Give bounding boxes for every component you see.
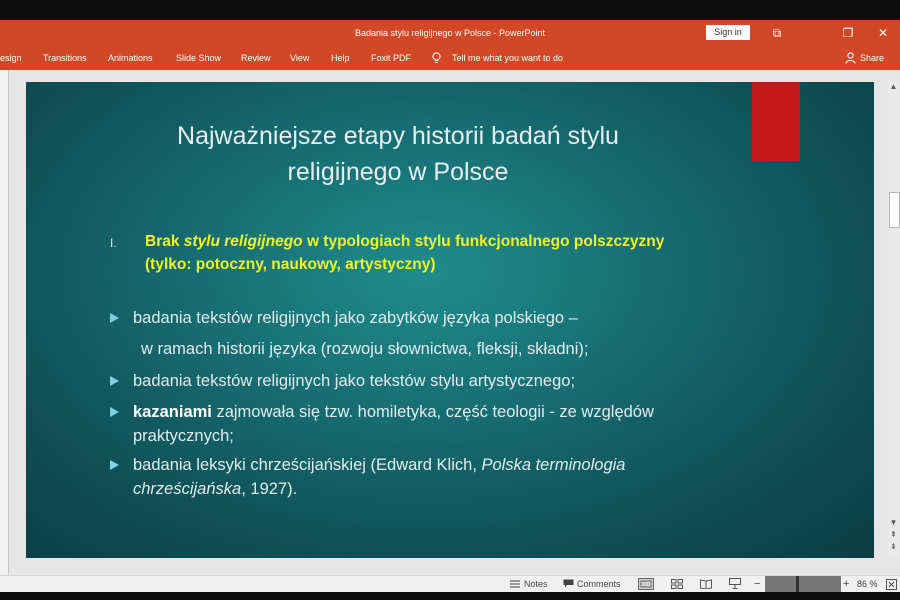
bullet-item[interactable]: badania tekstów religijnych jako tekstów stylu artystycznego; — [133, 372, 576, 390]
title-bar — [0, 20, 900, 46]
tell-me-text: Tell me what you want to do — [452, 53, 564, 63]
slide-title[interactable] — [26, 118, 770, 190]
window-title: Badania stylu religijnego w Polsce - PowerPoint — [354, 28, 546, 38]
bullet-arrow-icon — [110, 407, 119, 417]
slide-title-line-2: religijnego w Polsce — [287, 158, 509, 186]
zoom-slider[interactable] — [765, 576, 841, 592]
bullet-item[interactable] — [133, 400, 693, 448]
bullet-item[interactable]: badania tekstów religijnych jako zabytków języka polskiego – — [133, 309, 578, 327]
zoom-out-icon[interactable]: − — [754, 578, 761, 590]
bullet-arrow-icon — [110, 376, 119, 386]
tab-foxit-pdf[interactable]: Foxit PDF — [371, 53, 412, 63]
bullet-text: zajmowała się tzw. homiletyka, część teologii - ze względów praktycznych; — [133, 403, 654, 445]
slide-sorter-icon[interactable] — [671, 576, 685, 592]
bullet-item[interactable] — [133, 453, 733, 501]
share-label: Share — [860, 53, 885, 63]
bullet-text: badania leksyki chrześcijańskiej (Edward Klich, — [133, 456, 482, 474]
close-icon[interactable]: ✕ — [877, 26, 889, 40]
next-slide-icon[interactable]: ⇟ — [890, 542, 897, 551]
tab-review[interactable]: Review — [241, 53, 271, 63]
slide-editing-area — [0, 70, 900, 575]
tab-slide-show[interactable]: Slide Show — [176, 53, 222, 63]
tab-animations[interactable]: Animations — [108, 53, 153, 63]
previous-slide-icon[interactable]: ⇞ — [890, 530, 897, 539]
status-bar — [0, 575, 900, 592]
restore-icon[interactable]: ❐ — [842, 26, 854, 40]
reading-view-icon[interactable] — [700, 576, 714, 592]
bullet-tail: , 1927). — [241, 480, 298, 498]
zoom-slider-thumb[interactable] — [796, 576, 799, 592]
slide-title-line-1: Najważniejsze etapy historii badań stylu — [177, 122, 619, 150]
bullet-arrow-icon — [110, 313, 119, 323]
tab-view[interactable]: View — [290, 53, 310, 63]
bullet-book-title: Polska terminologia chrześcijańska — [133, 456, 626, 498]
comments-icon — [563, 579, 574, 588]
lightbulb-icon — [431, 52, 442, 65]
scroll-down-icon[interactable]: ▼ — [889, 518, 898, 527]
bullet-continuation[interactable]: w ramach historii języka (rozwoju słownictwa, fleksji, składni); — [141, 340, 589, 358]
highlight-point[interactable] — [145, 230, 705, 276]
bullet-arrow-icon — [110, 460, 119, 470]
comments-label: Comments — [577, 579, 621, 589]
scrollbar-thumb[interactable] — [889, 192, 900, 228]
tab-transitions[interactable]: Transitions — [43, 53, 87, 63]
screen-bottom-edge — [0, 592, 900, 600]
person-icon — [845, 52, 856, 64]
sign-in-button[interactable]: Sign in — [706, 25, 750, 40]
highlight-prefix: Brak — [145, 233, 184, 250]
zoom-level[interactable]: 86 % — [857, 579, 878, 589]
ribbon-tabs — [0, 46, 900, 70]
normal-view-icon[interactable] — [638, 576, 654, 592]
highlight-rest: w typologiach stylu funkcjonalnego polszczyzny (tylko: potoczny, naukowy, artystyczny) — [145, 233, 665, 273]
roman-numeral: I. — [110, 236, 117, 250]
slide-canvas[interactable] — [26, 82, 874, 558]
zoom-in-icon[interactable]: + — [843, 578, 850, 590]
fit-slide-icon[interactable] — [886, 576, 898, 592]
vertical-scrollbar[interactable] — [887, 82, 900, 558]
tab-design[interactable]: esign — [0, 53, 22, 63]
scroll-up-icon[interactable]: ▲ — [889, 82, 898, 91]
notes-icon — [510, 580, 520, 588]
highlight-italic: stylu religijnego — [183, 233, 303, 250]
bullet-bold-word: kazaniami — [133, 403, 212, 421]
slideshow-icon[interactable] — [729, 576, 743, 592]
tab-help[interactable]: Help — [331, 53, 350, 63]
ribbon-display-options-icon[interactable]: ⧉ — [772, 26, 782, 40]
notes-label: Notes — [524, 579, 548, 589]
thumbnail-pane-edge[interactable] — [0, 70, 9, 575]
